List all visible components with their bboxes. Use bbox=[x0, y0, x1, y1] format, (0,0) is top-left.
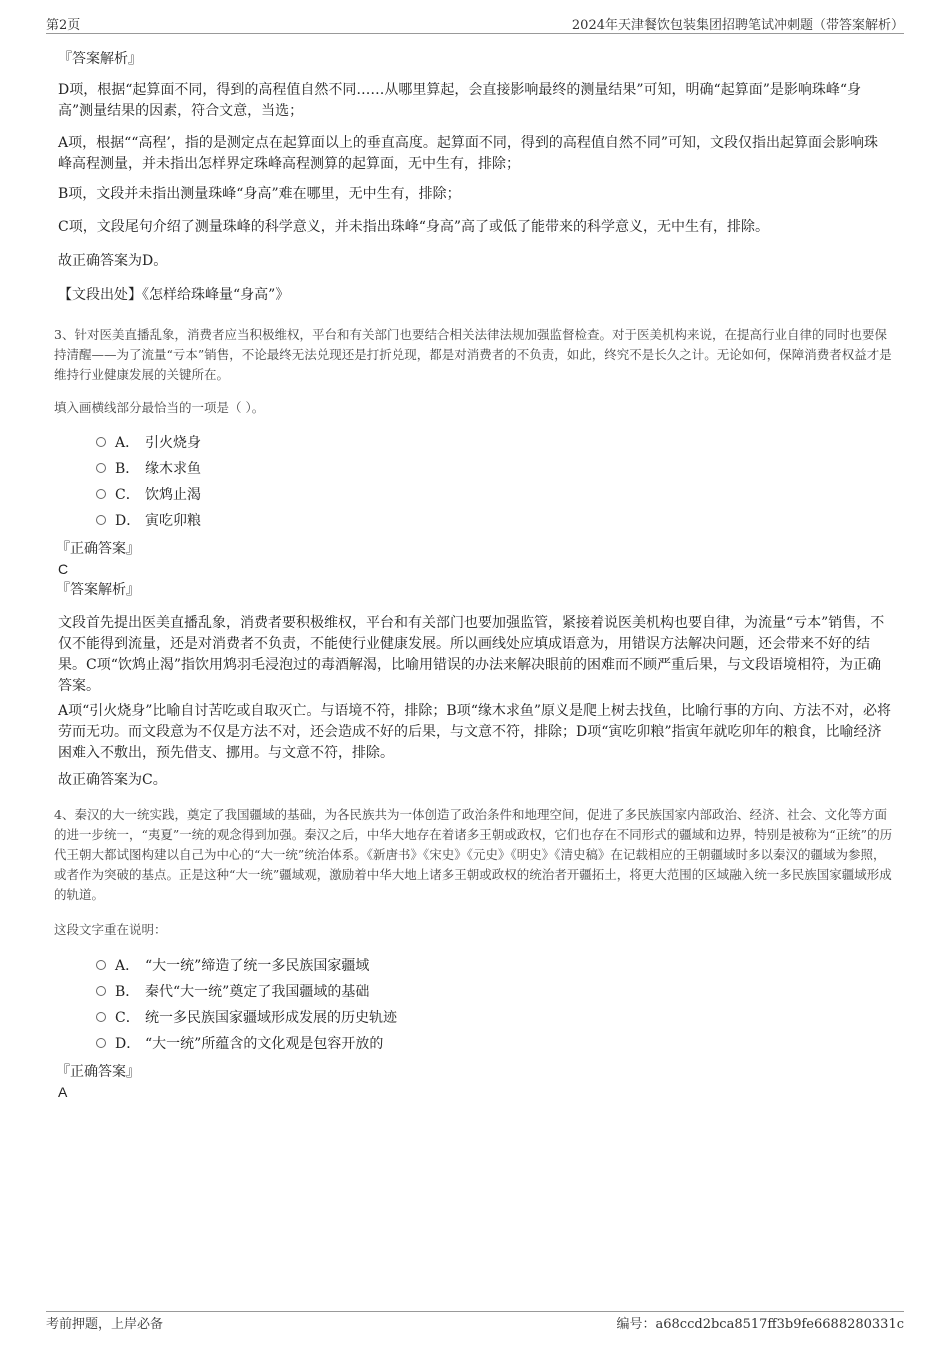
q2-analysis-p4: C项，文段尾句介绍了测量珠峰的科学意义，并未指出珠峰“身高”高了或低了能带来的科学意义，无中生有，排除。 bbox=[58, 219, 770, 235]
radio-button-icon[interactable] bbox=[96, 986, 106, 996]
q4-option-c[interactable]: C． 统一多民族国家疆域形成发展的历史轨迹 bbox=[96, 1008, 397, 1028]
radio-button-icon[interactable] bbox=[96, 489, 106, 499]
q2-analysis-label: 『答案解析』 bbox=[58, 51, 142, 67]
footer-document-id: 编号：a68ccd2bca8517ff3b9fe6688280331c bbox=[616, 1317, 904, 1332]
radio-button-icon[interactable] bbox=[96, 1012, 106, 1022]
q3-option-d[interactable]: D． 寅吃卯粮 bbox=[96, 511, 201, 531]
q2-analysis-p1: D项，根据“起算面不同，得到的高程值自然不同……从哪里算起，会直接影响最终的测量结果”可知，明确“起算面”是影响珠峰“身高”测量结果的因素，符合文意，当选； bbox=[58, 82, 862, 119]
q3-analysis-p1: 文段首先提出医美直播乱象，消费者要积极维权，平台和有关部门也要加强监管，紧接着说医美机构也要自律，为流量“亏本”销售，不仅不能得到流量，还是对消费者不负责，不能使行业健康发展。所以画线处应填成语意为，用错误方法解决问题，还会带来不好的结果。C项“饮鸩止渴”指饮用鸩羽毛浸泡过的毒酒解渴，比喻用错误的办法来解决眼前的困难而不顾严重后果，与文段语境相符，为正确答案。 bbox=[58, 615, 885, 694]
q3-prompt: 填入画横线部分最恰当的一项是（ ）。 bbox=[54, 400, 265, 415]
q3-analysis-p2: A项“引火烧身”比喻自讨苦吃或自取灭亡。与语境不符，排除；B项“缘木求鱼”原义是爬上树去找鱼，比喻行事的方向、方法不对，必将劳而无功。而文段意为不仅是方法不对，还会造成不好的后果，与文意不符，排除；D项“寅吃卯粮”指寅年就吃卯年的粮食，比喻经济困难入不敷出，预先借支、挪用。与文意不符，排除。 bbox=[58, 703, 892, 761]
radio-button-icon[interactable] bbox=[96, 463, 106, 473]
q3-option-c[interactable]: C． 饮鸩止渴 bbox=[96, 485, 201, 505]
q4-prompt: 这段文字重在说明： bbox=[54, 922, 167, 937]
footer-divider bbox=[46, 1311, 904, 1312]
radio-button-icon[interactable] bbox=[96, 960, 106, 970]
q4-option-d[interactable]: D． “大一统”所蕴含的文化观是包容开放的 bbox=[96, 1034, 383, 1054]
q4-option-b[interactable]: B． 秦代“大一统”奠定了我国疆域的基础 bbox=[96, 982, 369, 1002]
q3-stem: 3、针对医美直播乱象，消费者应当积极维权，平台和有关部门也要结合相关法律法规加强监督检查。对于医美机构来说，在提高行业自律的同时也要保持清醒——为了流量“亏本”销售，不论最终无法兑现还是打折兑现，都是对消费者的不负责，如此，终究不是长久之计。无论如何，保障消费者权益才是维持行业健康发展的关键所在。 bbox=[54, 327, 892, 382]
page-number: 第2页 bbox=[46, 18, 81, 33]
q3-answer: C bbox=[58, 561, 69, 577]
q2-source: 【文段出处】《怎样给珠峰量“身高”》 bbox=[58, 287, 290, 303]
q3-analysis-label: 『答案解析』 bbox=[56, 582, 140, 598]
radio-button-icon[interactable] bbox=[96, 515, 106, 525]
radio-button-icon[interactable] bbox=[96, 437, 106, 447]
q4-answer: A bbox=[58, 1084, 68, 1100]
header-divider bbox=[46, 33, 904, 34]
q2-analysis-p2: A项，根据““高程’，指的是测定点在起算面以上的垂直高度。起算面不同，得到的高程值自然不同”可知，文段仅指出起算面会影响珠峰高程测量，并未指出怎样界定珠峰高程测算的起算面，无中生有，排除； bbox=[58, 135, 879, 172]
q3-option-b[interactable]: B． 缘木求鱼 bbox=[96, 459, 201, 479]
q3-option-a[interactable]: A． 引火烧身 bbox=[96, 433, 201, 453]
q4-option-a[interactable]: A． “大一统”缔造了统一多民族国家疆域 bbox=[96, 956, 369, 976]
q2-conclusion: 故正确答案为D。 bbox=[58, 253, 168, 269]
radio-button-icon[interactable] bbox=[96, 1038, 106, 1048]
q2-analysis-p3: B项，文段并未指出测量珠峰“身高”难在哪里，无中生有，排除； bbox=[58, 186, 461, 202]
q3-answer-label: 『正确答案』 bbox=[56, 541, 140, 557]
q4-stem: 4、秦汉的大一统实践，奠定了我国疆域的基础，为各民族共为一体创造了政治条件和地理空间，促进了多民族国家内部政治、经济、社会、文化等方面的进一步统一，“夷夏”一统的观念得到加强。秦汉之后，中华大地存在着诸多王朝或政权，它们也存在不同形式的疆域和边界，特别是被称为“正统”的历代王朝大都试图构建以自己为中心的“大一统”统治体系。《新唐书》《宋史》《元史》《明史》《清史稿》在记载相应的王朝疆域时多以秦汉的疆域为参照，或者作为突破的基点。正是这种“大一统”疆域观，激励着中华大地上诸多王朝或政权的统治者开疆拓土，将更大范围的区域融入统一多民族国家疆域形成的轨道。 bbox=[54, 807, 893, 902]
document-title: 2024年天津餐饮包装集团招聘笔试冲刺题（带答案解析） bbox=[571, 18, 904, 33]
footer-slogan: 考前押题，上岸必备 bbox=[46, 1317, 164, 1332]
q3-conclusion: 故正确答案为C。 bbox=[58, 772, 167, 788]
q4-answer-label: 『正确答案』 bbox=[56, 1064, 140, 1080]
